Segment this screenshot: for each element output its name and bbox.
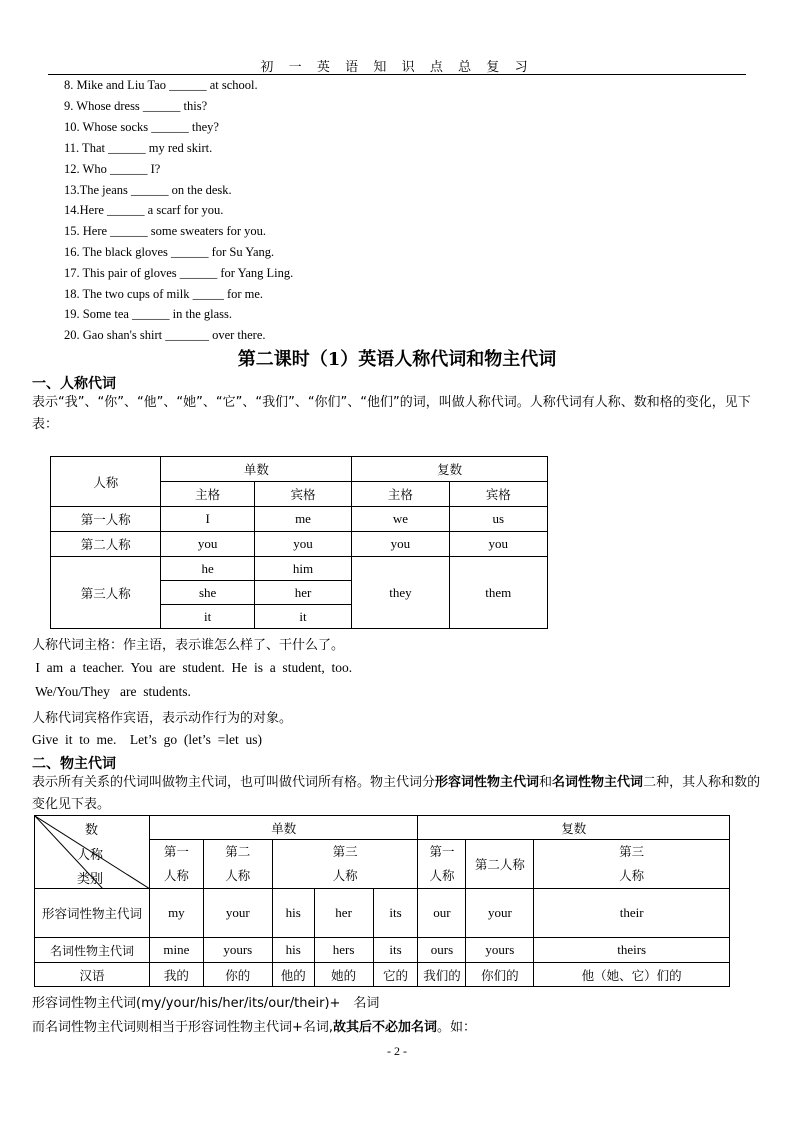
exercise-item: 10. Whose socks ______ they?	[64, 120, 219, 134]
exercise-item: 16. The black gloves ______ for Su Yang.	[64, 245, 275, 259]
row-label-third-person: 第三人称	[51, 557, 161, 629]
table-cell: your	[203, 889, 272, 938]
header-text: 人称	[163, 868, 189, 883]
table-cell: me	[254, 507, 351, 532]
table-cell: her	[254, 581, 351, 605]
intro-text: 表示所有关系的代词叫做物主代词，也可叫做代词所有格。物主代词分	[32, 775, 436, 790]
header-objective: 宾格	[449, 482, 547, 507]
note-text: 而名词性物主代词则相当于形容词性物主代词+名词,	[32, 1020, 334, 1035]
table-cell: our	[418, 889, 466, 938]
row-label-noun-possessive: 名词性物主代词	[35, 938, 150, 963]
row-label-chinese: 汉语	[35, 963, 150, 987]
table-cell: 他（她、它）们的	[534, 963, 730, 987]
table-cell: 她的	[314, 963, 373, 987]
table-cell: 他的	[272, 963, 314, 987]
section-heading-possessive-pronouns: 二、物主代词	[32, 756, 116, 772]
row-label-second-person: 第二人称	[51, 532, 161, 557]
header-text: 第三	[619, 844, 645, 859]
header-text: 第三	[332, 844, 358, 859]
header-text: 人称	[619, 868, 645, 883]
intro-term-noun: 名词性物主代词	[552, 775, 644, 790]
page-number: - 2 -	[387, 1044, 407, 1058]
intro-text: 和	[539, 775, 553, 790]
table-cell: mine	[149, 938, 203, 963]
note-text: 。如：	[437, 1020, 477, 1035]
table-cell: 你们的	[466, 963, 534, 987]
header-third-person	[272, 840, 418, 889]
adjective-possessive-note: 形容词性物主代词(my/your/his/her/its/our/their)+ 名词	[32, 996, 380, 1011]
exercise-item: 11. That ______ my red skirt.	[64, 141, 213, 155]
header-nominative: 主格	[352, 482, 449, 507]
diag-label-number: 数	[85, 823, 99, 838]
noun-possessive-note	[32, 1016, 476, 1035]
table-cell: theirs	[534, 938, 730, 963]
table-cell: yours	[203, 938, 272, 963]
table-cell: they	[352, 557, 449, 629]
section-heading-personal-pronouns: 一、人称代词	[32, 376, 116, 392]
diag-label-person: 人称	[77, 848, 104, 863]
header-plural-first-person	[418, 840, 466, 889]
intro-term-adjective: 形容词性物主代词	[435, 775, 540, 790]
page-header: 初 一 英 语 知 识 点 总 复 习	[260, 59, 534, 74]
diagonal-header-cell	[35, 816, 150, 889]
table-cell: its	[373, 889, 418, 938]
header-singular: 单数	[161, 457, 352, 482]
header-plural-second-person: 第二人称	[466, 840, 534, 889]
table-cell: she	[161, 581, 254, 605]
header-second-person	[203, 840, 272, 889]
header-plural: 复数	[418, 816, 730, 840]
exercise-item: 20. Gao shan's shirt _______ over there.	[64, 328, 266, 342]
table-cell: yours	[466, 938, 534, 963]
header-singular: 单数	[149, 816, 418, 840]
example-sentence: We/You/They are students.	[32, 684, 191, 699]
exercise-item: 19. Some tea ______ in the glass.	[64, 307, 233, 321]
intro-text: 二种，其人称和数的变化见下表。	[32, 775, 761, 812]
table-cell: ours	[418, 938, 466, 963]
header-text: 第一	[163, 844, 189, 859]
table-cell: 我们的	[418, 963, 466, 987]
exercise-item: 9. Whose dress ______ this?	[64, 99, 208, 113]
example-sentence: Give it to me. Let’s go (let’s =let us)	[32, 732, 262, 747]
exercise-item: 12. Who ______ I?	[64, 162, 161, 176]
header-text: 人称	[332, 868, 358, 883]
table-cell: it	[161, 605, 254, 629]
header-divider	[48, 74, 746, 75]
table-cell: 你的	[203, 963, 272, 987]
table-cell: my	[149, 889, 203, 938]
exercise-item: 14.Here ______ a scarf for you.	[64, 203, 224, 217]
table-cell: hers	[314, 938, 373, 963]
exercise-item: 13.The jeans ______ on the desk.	[64, 183, 232, 197]
table-cell: 它的	[373, 963, 418, 987]
note-emphasis: 故其后不必加名词	[333, 1020, 438, 1035]
header-plural: 复数	[352, 457, 548, 482]
table-cell: 我的	[149, 963, 203, 987]
exercise-item: 18. The two cups of milk _____ for me.	[64, 287, 264, 301]
table-cell: I	[161, 507, 254, 532]
diag-label-category: 类别	[77, 872, 104, 887]
possessive-pronoun-table	[34, 815, 730, 987]
table-cell: you	[352, 532, 449, 557]
exercise-item: 15. Here ______ some sweaters for you.	[64, 224, 267, 238]
table-cell: her	[314, 889, 373, 938]
exercise-item: 8. Mike and Liu Tao ______ at school.	[64, 78, 258, 92]
table-cell: his	[272, 889, 314, 938]
header-plural-third-person	[534, 840, 730, 889]
possessive-intro	[32, 772, 762, 816]
objective-note: 人称代词宾格作宾语，表示动作行为的对象。	[32, 711, 293, 726]
header-text: 人称	[429, 868, 455, 883]
header-text: 人称	[225, 868, 251, 883]
example-sentence: I am a teacher. You are student. He is a student, too.	[32, 660, 353, 675]
table-cell: them	[449, 557, 547, 629]
header-text: 第二	[225, 844, 251, 859]
header-first-person	[149, 840, 203, 889]
table-cell: his	[272, 938, 314, 963]
header-person: 人称	[51, 457, 161, 507]
table-cell: him	[254, 557, 351, 581]
table-cell: it	[254, 605, 351, 629]
personal-pronoun-table	[50, 456, 548, 629]
personal-pronoun-intro: 表示“我”、“你”、“他”、“她”、“它”、“我们”、“你们”、“他们”的词，叫做人称代词。人称代词有人称、数和格的变化，见下表：	[32, 395, 751, 432]
row-label-adjective-possessive: 形容词性物主代词	[35, 889, 150, 938]
header-text: 第一	[429, 844, 455, 859]
table-cell: your	[466, 889, 534, 938]
header-objective: 宾格	[254, 482, 351, 507]
table-cell: he	[161, 557, 254, 581]
lesson-title: 第二课时（1）英语人称代词和物主代词	[237, 349, 557, 370]
table-cell: their	[534, 889, 730, 938]
table-cell: you	[449, 532, 547, 557]
nominative-note: 人称代词主格：作主语，表示谁怎么样了、干什么了。	[32, 638, 345, 653]
table-cell: you	[254, 532, 351, 557]
header-nominative: 主格	[161, 482, 254, 507]
table-cell: we	[352, 507, 449, 532]
table-cell: you	[161, 532, 254, 557]
table-cell: us	[449, 507, 547, 532]
table-cell: its	[373, 938, 418, 963]
row-label-first-person: 第一人称	[51, 507, 161, 532]
exercise-item: 17. This pair of gloves ______ for Yang Ling.	[64, 266, 294, 280]
